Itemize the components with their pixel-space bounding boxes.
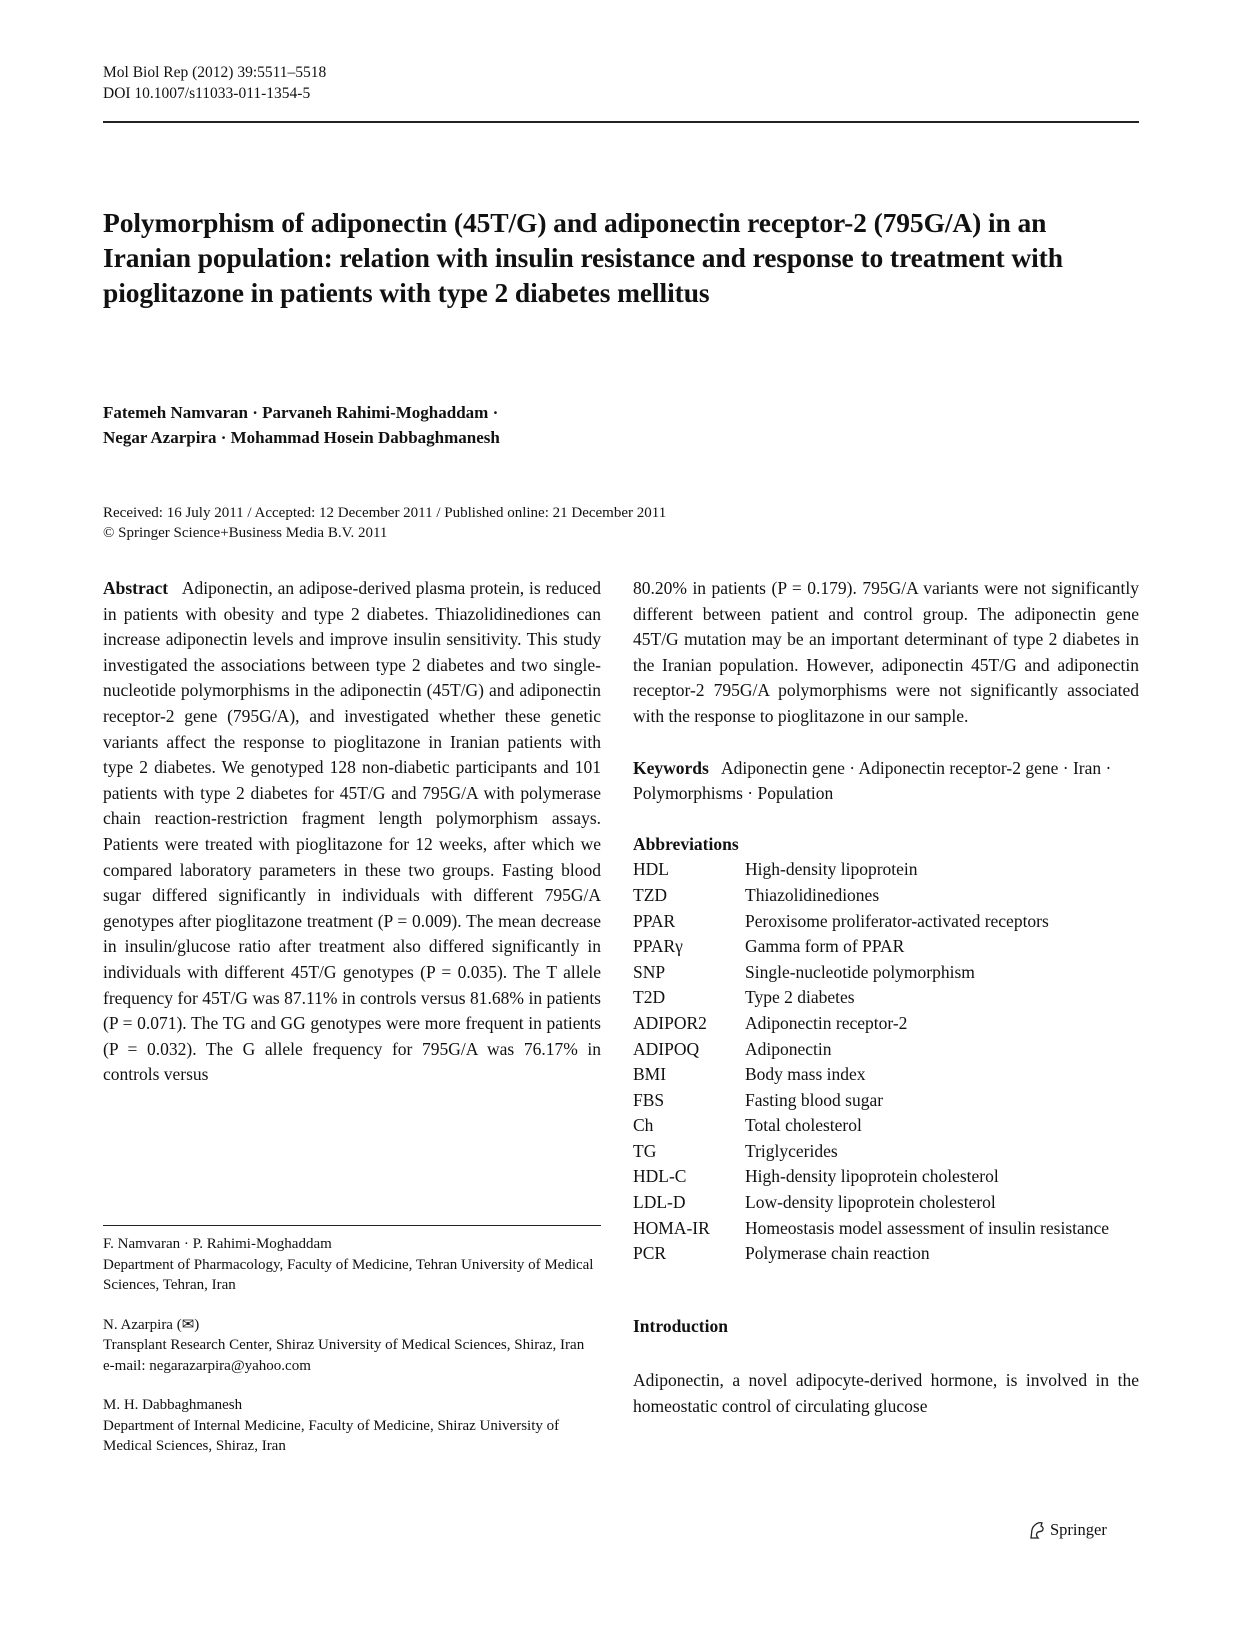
abbreviation-definition: Single-nucleotide polymorphism [745,961,975,982]
abbreviation-term: HDL-C [633,1166,687,1187]
footnote-affil: Transplant Research Center, Shiraz University of Medical Sciences, Shiraz, Iran [103,1337,585,1353]
publisher-name: Springer [1050,1520,1107,1539]
abbreviation-definition: Polymerase chain reaction [745,1243,930,1264]
footnote-affiliation-2 [103,1315,601,1377]
abbreviation-row [633,883,1139,909]
dates-line: Received: 16 July 2011 / Accepted: 12 December 2011 / Published online: 21 December 2011 [103,505,667,521]
abbreviation-row [633,1011,1139,1037]
abbreviation-row [633,1088,1139,1114]
springer-horse-icon [1028,1520,1046,1540]
abbreviation-term: PPARγ [633,936,683,957]
abbreviation-term: LDL-D [633,1192,686,1213]
abbreviation-term: TG [633,1140,657,1161]
abstract-text-left: Adiponectin, an adipose-derived plasma protein, is reduced in patients with obesity and type 2 diabetes. Thiazolidinediones can increase adiponectin levels and improve insulin sensitivity. This study investigated the associations between type 2 diabetes and two single-nucleotide polymorphisms in the adiponectin (45T/G) and adiponectin receptor-2 gene (795G/A), and investigated whether these genetic variants affect the response to pioglitazone in Iranian patients with type 2 diabetes. We genotyped 128 non-diabetic participants and 101 patients with type 2 diabetes for 45T/G and 795G/A with polymerase chain reaction-restriction fragment length polymorphism assays. Patients were treated with pioglitazone for 12 weeks, after which we compared laboratory parameters in these two groups. Fasting blood sugar differed significantly in individuals with different 795G/A genotypes after pioglitazone treatment (P = 0.009). The mean decrease in insulin/glucose ratio after treatment also differed significantly in individuals with different 45T/G genotypes (P = 0.035). The T allele frequency for 45T/G was 87.11% in controls versus 81.68% in patients (P = 0.071). The TG and GG genotypes were more frequent in patients (P = 0.032). The G allele frequency for 795G/A was 76.17% in controls versus [103,578,601,1085]
abbreviations-heading: Abbreviations [633,833,739,854]
abbreviation-term: ADIPOR2 [633,1012,707,1033]
abbreviation-row [633,1139,1139,1165]
author-line-1: Fatemeh Namvaran · Parvaneh Rahimi-Moghaddam · [103,403,499,422]
abbreviation-row [633,909,1139,935]
abbreviation-row [633,1037,1139,1063]
abbreviation-row [633,960,1139,986]
left-column [103,576,601,1088]
abbreviation-term: SNP [633,961,666,982]
right-column [633,576,1139,1420]
keywords-text: Adiponectin gene · Adiponectin receptor-2 gene · Iran · Polymorphisms · Population [633,757,1112,804]
keywords-label: Keywords [633,757,709,778]
abbreviation-definition: Thiazolidinediones [745,884,880,905]
abbreviation-term: T2D [633,987,666,1008]
abbreviation-row [633,985,1139,1011]
abbreviation-definition: Total cholesterol [745,1115,862,1136]
abbreviation-definition: Gamma form of PPAR [745,936,905,957]
author-list [103,400,500,450]
abbreviation-row [633,857,1139,883]
abbreviation-term: BMI [633,1064,667,1085]
abbreviation-term: Ch [633,1115,654,1136]
abbreviation-term: ADIPOQ [633,1038,700,1059]
email-link[interactable]: e-mail: negarazarpira@yahoo.com [103,1357,311,1374]
footnote-affil: Department of Internal Medicine, Faculty of Medicine, Shiraz University of Medical Sciences, Shiraz, Iran [103,1417,560,1454]
introduction-text: Adiponectin, a novel adipocyte-derived hormone, is involved in the homeostatic control of circulating glucose [633,1370,1139,1417]
footnote-affiliation-3 [103,1395,601,1457]
abbreviation-definition: Fasting blood sugar [745,1089,884,1110]
abbreviation-definition: Peroxisome proliferator-activated receptors [745,910,1049,931]
abstract-paragraph [103,576,601,1088]
abbreviation-row [633,1216,1139,1242]
abbreviation-term: PCR [633,1243,667,1264]
abbreviation-row [633,1113,1139,1139]
footnote-rule [103,1225,601,1226]
copyright-line: © Springer Science+Business Media B.V. 2011 [103,525,388,541]
abbreviation-definition: Homeostasis model assessment of insulin resistance [745,1217,1110,1238]
footnote-names: M. H. Dabbaghmanesh [103,1397,243,1413]
journal-header [103,62,326,104]
publisher-logo [1028,1520,1107,1540]
abbreviation-definition: Adiponectin receptor-2 [745,1012,908,1033]
footnote-names: F. Namvaran · P. Rahimi-Moghaddam [103,1236,332,1252]
journal-citation: Mol Biol Rep (2012) 39:5511–5518 [103,64,327,81]
keywords-section [633,756,1139,807]
abbreviation-term: HDL [633,859,669,880]
abbreviation-definition: Adiponectin [745,1038,832,1059]
abbreviation-definition: Type 2 diabetes [745,987,855,1008]
header-rule [103,121,1139,123]
footnote-affil: Department of Pharmacology, Faculty of Medicine, Tehran University of Medical Sciences, Tehran, Iran [103,1256,594,1293]
abbreviation-definition: Body mass index [745,1064,866,1085]
abbreviation-term: HOMA-IR [633,1217,710,1238]
abbreviation-row [633,1190,1139,1216]
abbreviation-term: TZD [633,884,668,905]
footnote-affiliation-1 [103,1234,601,1296]
abbreviation-term: FBS [633,1089,665,1110]
introduction-heading: Introduction [633,1315,728,1336]
abstract-text-right: 80.20% in patients (P = 0.179). 795G/A variants were not significantly different between patient and control group. The adiponectin gene 45T/G mutation may be an important determinant of type 2 diabetes in the Iranian population. However, adiponectin 45T/G and adiponectin receptor-2 795G/A polymorphisms were not significantly associated with the response to pioglitazone in our sample. [633,578,1139,726]
abbreviation-definition: High-density lipoprotein [745,859,918,880]
abbreviation-definition: Triglycerides [745,1140,838,1161]
journal-doi: DOI 10.1007/s11033-011-1354-5 [103,85,311,102]
author-line-2: Negar Azarpira · Mohammad Hosein Dabbaghmanesh [103,428,500,447]
abbreviation-row [633,1241,1139,1267]
publication-dates [103,503,666,543]
abbreviations-table [633,857,1139,1267]
affiliation-footnotes [103,1234,601,1476]
abbreviation-definition: High-density lipoprotein cholesterol [745,1166,999,1187]
abbreviation-term: PPAR [633,910,676,931]
paper-title: Polymorphism of adiponectin (45T/G) and adiponectin receptor-2 (795G/A) in an Iranian population: relation with insulin resistance and response to treatment with pioglitazone in patients with type 2 diabetes mellitus [103,207,1063,308]
abbreviation-definition: Low-density lipoprotein cholesterol [745,1192,996,1213]
abbreviation-row [633,1062,1139,1088]
footnote-names: N. Azarpira (✉) [103,1316,200,1333]
abstract-label: Abstract [103,578,169,598]
abbreviation-row [633,934,1139,960]
abbreviation-row [633,1164,1139,1190]
